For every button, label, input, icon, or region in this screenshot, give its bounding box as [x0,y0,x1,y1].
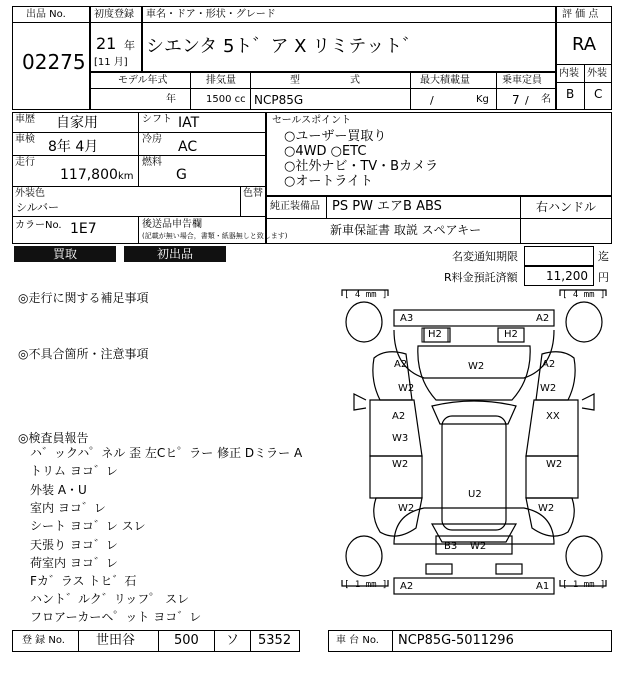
reg-label: 登 録 No. [22,635,65,646]
capacity-slash: / [525,94,529,107]
first-listing-badge: 初出品 [124,246,226,262]
inspector-line: シート ヨコ゛レ スレ [30,519,146,533]
max-load-label: 最大積載量 [420,75,470,86]
warranty-items: 新車保証書 取説 スペアキー [330,223,482,237]
car-outline-svg [336,288,612,628]
mark-rear-bumper-right: A1 [536,581,550,592]
exterior-color-label: 外装色 [15,188,45,199]
inspector-line: Fカ゛ラス トヒ゛石 [30,574,137,588]
color-no-label: カラーNo. [15,220,62,231]
type-label-2: 式 [350,75,360,86]
chassis-label: 車 台 No. [336,635,379,646]
inspector-title: ◎検査員報告 [18,431,89,445]
interior-label: 内装 [559,68,579,79]
inspector-line: 室内 ヨコ゛レ [30,501,106,515]
type-code: NCP85G [254,93,304,107]
chassis-number: NCP85G-5011296 [398,633,514,648]
score: RA [572,34,597,55]
mark-right-rear-door: W2 [546,459,563,470]
color-change-label: 色替 [243,188,263,199]
exterior-grade: C [594,87,603,101]
handle-side: 右ハンドル [536,200,597,214]
inspector-line: ハント゛ルク゛リッフ゜ スレ [30,592,190,606]
mileage: 117,800 [60,167,118,183]
exterior-label: 外装 [587,68,607,79]
history-label: 車歴 [15,114,35,125]
mark-right-quarter: W2 [538,503,555,514]
inspector-line: フロアーカーヘ゜ット ヨコ゛レ [30,610,202,624]
interior-grade: B [566,87,575,101]
inspection-label: 車検 [15,134,35,145]
mark-right-fender: A2 [542,359,556,370]
mileage-unit: km [118,171,134,182]
inspector-line: トリム ヨコ゛レ [30,464,118,478]
tire-fr-label: [ 4 mm ] [562,290,606,300]
mark-right-front-door: XX [546,411,560,422]
mark-left-fender: A2 [394,359,408,370]
equipment-items: PS PW エアB ABS [332,199,442,214]
sales-point: ○社外ナビ・TV・Bカメラ [284,159,439,174]
name-change-unit: 迄 [598,250,609,263]
inspector-line: 天張り ヨコ゛レ [30,538,118,552]
year-unit: 年 [124,39,135,52]
displacement: 1500 cc [206,94,246,105]
max-load-slash: / [430,94,434,107]
mark-front-bumper-right: A2 [536,313,550,324]
mark-left-front-door-a: A2 [392,411,406,422]
lot-number: 02275 [22,50,86,74]
car-damage-diagram [336,288,612,628]
name-change-label: 名変通知期限 [452,250,518,263]
mark-back-door-w: W2 [470,541,487,552]
inspector-line: 外装 A・U [30,483,87,497]
defects-title: ◎不具合箇所・注意事項 [18,347,149,361]
first-reg-label: 初度登録 [94,9,134,20]
first-reg-month: [11 月] [94,57,128,68]
exterior-color: シルバー [16,201,59,214]
recycle-amount: 11,200 [546,269,588,283]
mark-left-rear-door: W2 [392,459,409,470]
reg-area: 世田谷 [96,633,136,648]
fuel: G [176,167,187,183]
history: 自家用 [56,115,98,131]
doc-note: (記載が無い場合，書類・紙器無しと致します) [142,232,288,240]
capacity-label: 乗車定員 [502,75,542,86]
score-label: 評 価 点 [562,9,599,20]
fuel-label: 燃料 [142,157,162,168]
capacity-unit: 名 [541,94,551,105]
mark-left-fender-w: W2 [398,383,415,394]
inspector-line: 荷室内 ヨコ゛レ [30,556,118,570]
model-name: シエンタ 5ト゛ア X リミテット゛ [146,36,421,57]
shift-label: シフト [142,114,172,125]
first-reg-year: 21 [96,34,117,53]
sales-point: ○オートライト [284,174,373,189]
mark-roof: U2 [468,489,482,500]
inspector-line: ハ゛ックハ゜ネル 歪 左Cヒ゜ラー 修正 Dミラー A [30,446,303,460]
buy-badge: 買取 [14,246,116,262]
name-change-value [524,246,594,266]
tire-rl-label: [ 1 mm ] [344,580,388,590]
lot-label: 出品 No. [26,9,66,20]
model-year-label: モデル年式 [118,75,168,86]
reg-kana: ソ [226,633,240,648]
mark-rear-bumper-left: A2 [400,581,414,592]
tire-fl-label: [ 4 mm ] [344,290,388,300]
sales-title: セールスポイント [272,115,352,126]
sales-point: ○ユーザー買取り [284,129,387,144]
max-load-unit: Kg [476,94,489,105]
tire-rr-label: [ 1 mm ] [562,580,606,590]
type-label: 型 [290,75,300,86]
inspection: 8年 4月 [48,139,99,155]
model-year-unit: 年 [166,94,176,105]
mileage-label: 走行 [15,157,35,168]
mark-back-door-b: B3 [444,541,458,552]
mark-left-quarter: W2 [398,503,415,514]
mark-front-bumper-left: A3 [400,313,414,324]
driving-notes-title: ◎走行に関する補足事項 [18,291,149,305]
color-no: 1E7 [70,221,97,237]
recycle-label: R料金預託済額 [444,271,518,284]
doc-label: 後送品申告欄 [142,219,202,230]
sales-point: ○4WD ○ETC [284,144,367,159]
recycle-unit: 円 [598,271,609,284]
mark-headlight-left: H2 [428,329,442,340]
reg-class: 500 [174,633,199,648]
reg-number: 5352 [258,633,292,648]
equipment-label: 純正装備品 [270,201,320,212]
mark-right-fender-w: W2 [540,383,557,394]
model-label: 車名・ドア・形状・グレード [146,9,276,20]
capacity: 7 [512,93,520,107]
aircon: AC [178,139,198,155]
shift: IAT [178,115,200,131]
displacement-label: 排気量 [206,75,236,86]
mark-headlight-right: H2 [504,329,518,340]
mark-left-front-door-w: W3 [392,433,409,444]
mark-hood: W2 [468,361,485,372]
aircon-label: 冷房 [142,134,162,145]
